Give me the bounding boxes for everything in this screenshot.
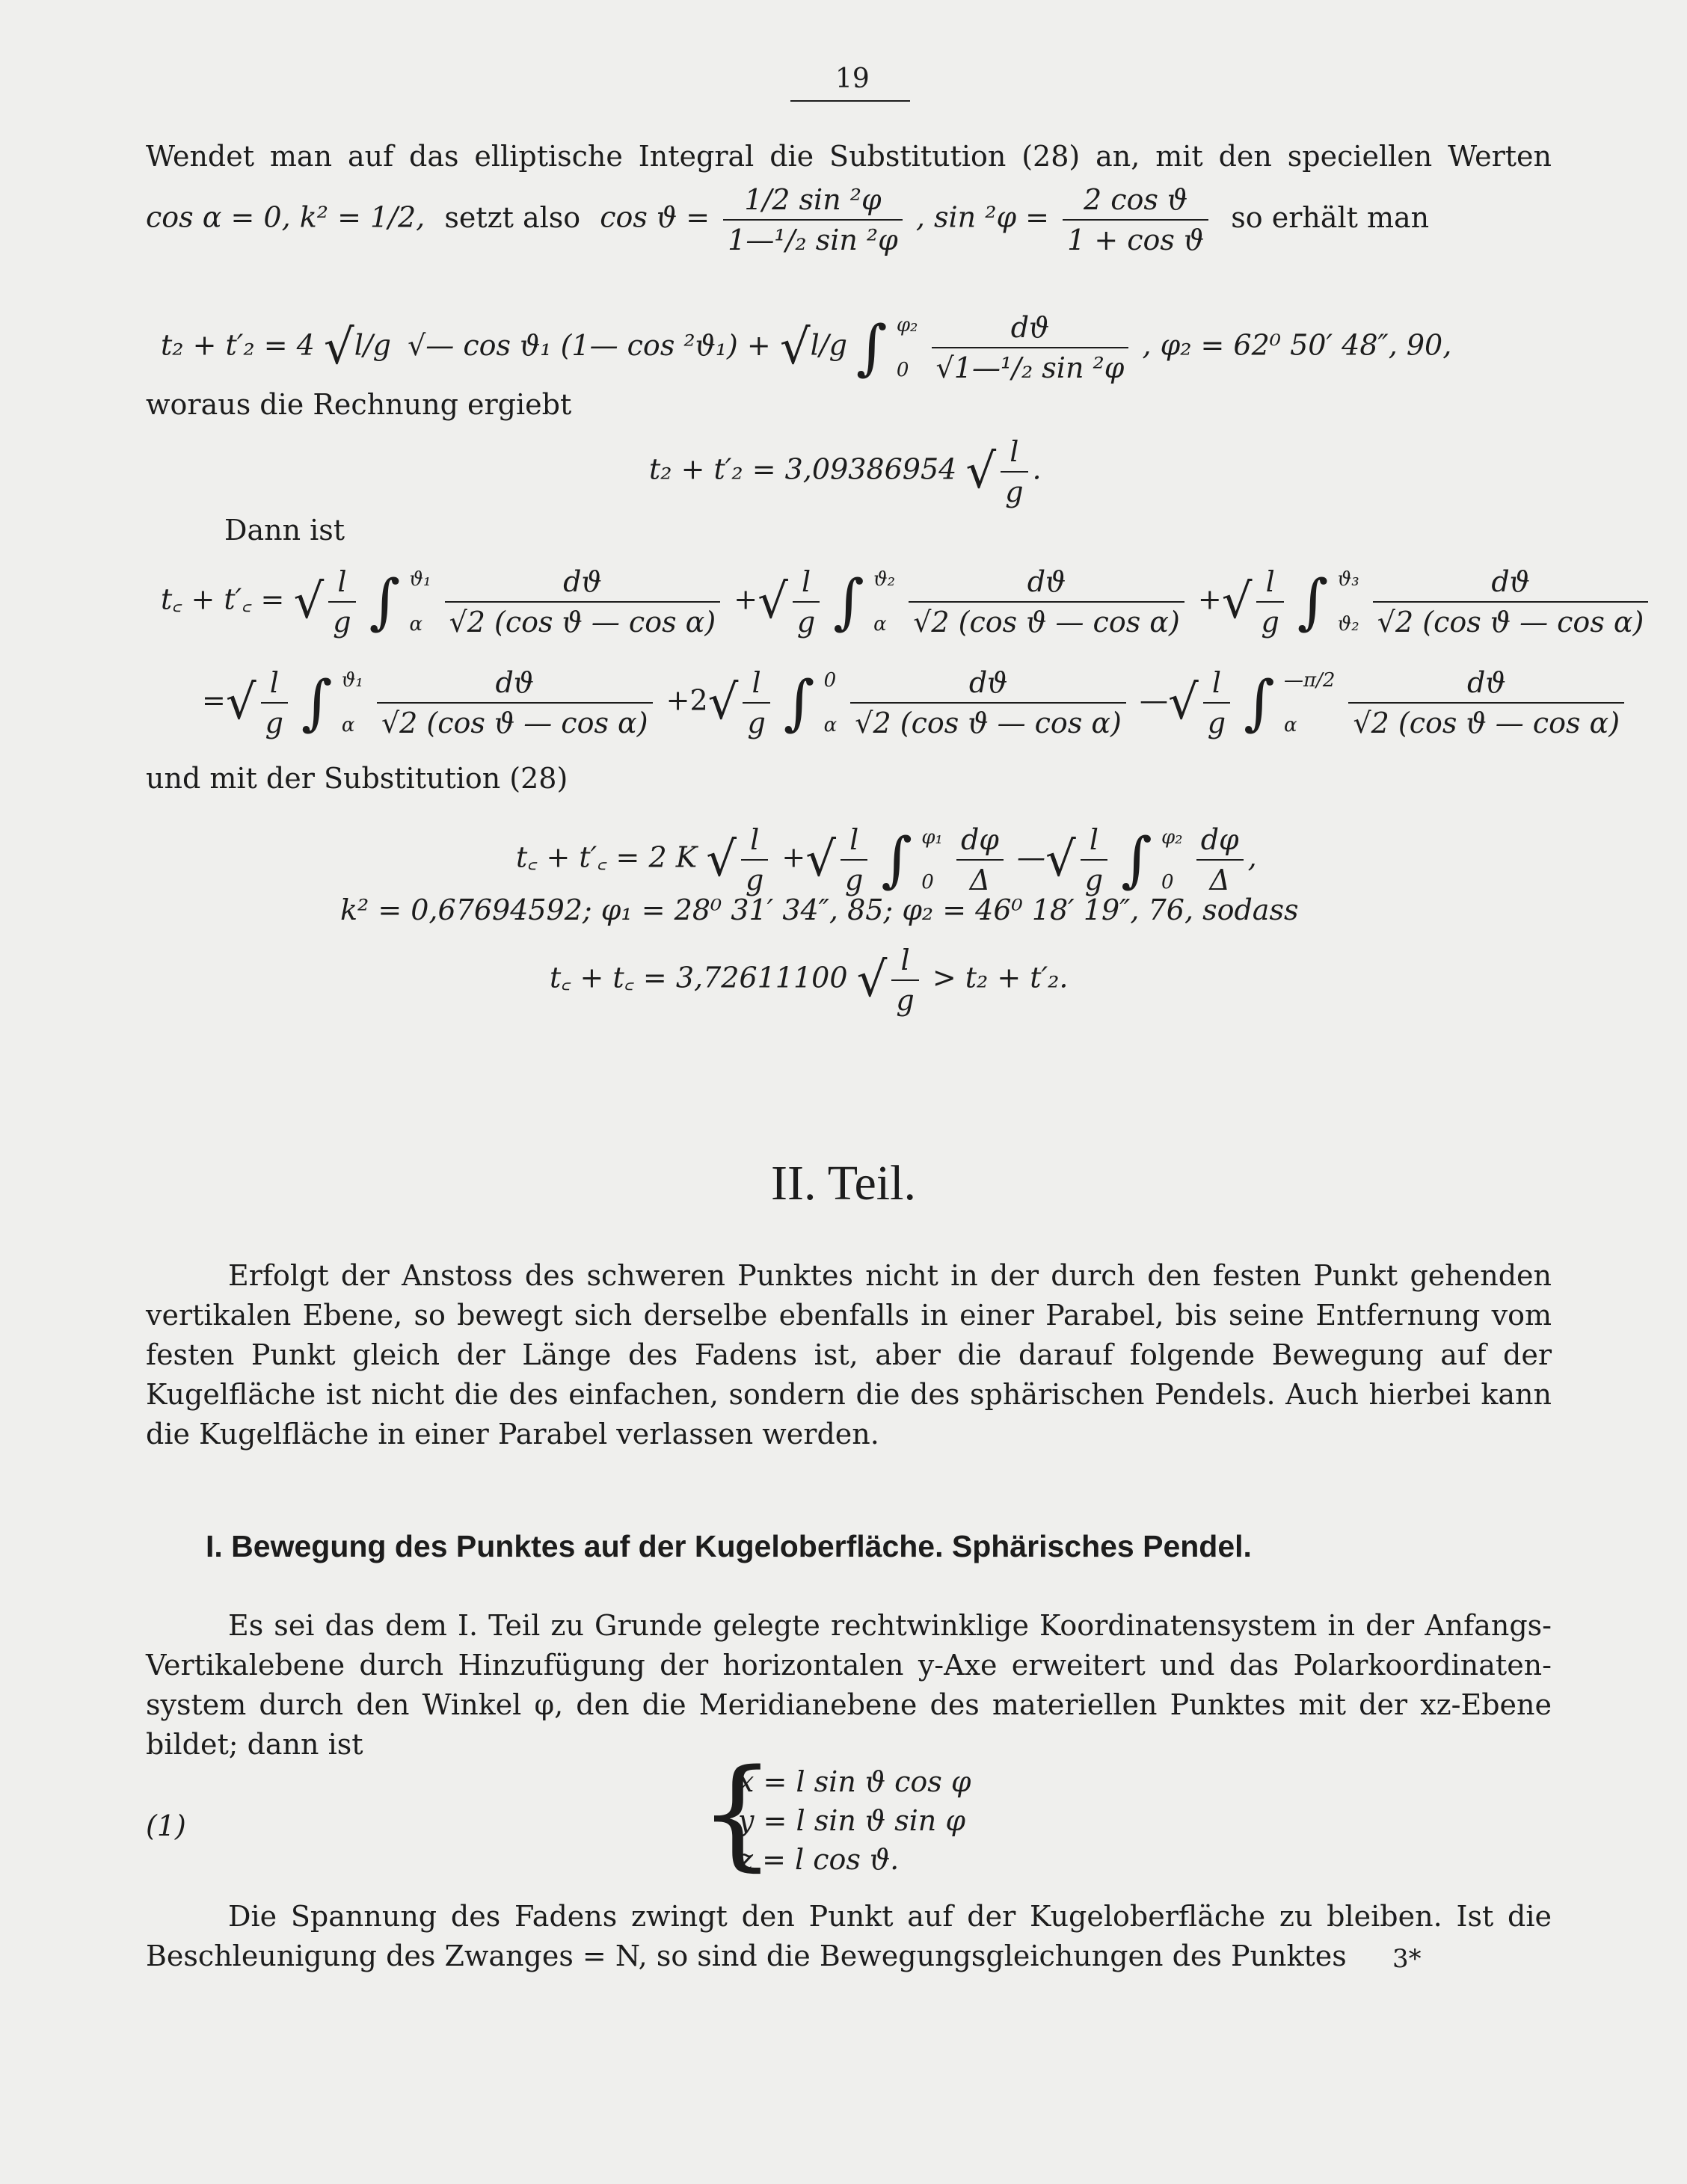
eq-subst-frac2 [1063, 183, 1208, 256]
tc2-t3-coef: — [1139, 683, 1168, 717]
tc2-t2-num: dϑ [850, 666, 1126, 704]
tc1-t1-den: √2 (cos ϑ — cos α) [449, 606, 716, 639]
sqrt-icon: √ [1167, 675, 1199, 730]
sqrt-icon: √ [856, 953, 888, 1008]
equation-t2 [161, 303, 1451, 393]
tc2-t1-upper: ϑ₁ [341, 669, 363, 692]
integral-icon: ∫ [301, 668, 333, 737]
section-para-line: Es sei das dem I. Teil zu Grunde gelegte rechtwinklige Koordinatensystem in der Anfangs- [228, 1609, 1552, 1642]
tc1-term2-frac [909, 565, 1184, 639]
integral-icon: ∫ [1297, 567, 1329, 636]
para2-line: vertikalen Ebene, so bewegt sich derselbe ebenfalls in einer Parabel, bis seine Entfernung vom [146, 1299, 1552, 1332]
tc3-frac1 [956, 823, 1004, 896]
eq-t2-frac [932, 311, 1129, 384]
eq-tc3-lhs: t꜀ + t′꜀ = 2 K [516, 840, 698, 874]
tc3-frac2 [1196, 823, 1244, 896]
signature-mark: 3* [1392, 1944, 1422, 1974]
text-woraus: woraus die Rechnung ergiebt [146, 388, 572, 421]
sqrt-icon: √ [293, 574, 325, 630]
eq-t2-sqrt2: l/g [810, 328, 847, 362]
tc1-t3-lower: ϑ₂ [1337, 613, 1359, 636]
equation-tc-1: t꜀ + t′꜀ = √ $\frac{l}{g}$ ∫ ϑ₁ α $\frac{dϑ}{\text{√2 (cos ϑ — cos α)}}$ +√ $\frac{l}{g}$ ∫ ϑ₂ α $\frac{dϑ}{\text{√2 (cos ϑ — cos α)}}$ +√ $\frac{l}{g}$ ∫ ϑ₃ ϑ₂ $\frac{dϑ}{\text{√2 (cos ϑ — cos α)}}$ [161, 557, 1653, 647]
tc1-t3-upper: ϑ₃ [1337, 568, 1359, 591]
eq-t2-upper: φ₂ [896, 314, 918, 336]
frac2-denominator: 1 + cos ϑ [1067, 224, 1205, 256]
equation-1-label: (1) [146, 1809, 186, 1842]
tc3-f2-den: Δ [1209, 864, 1230, 896]
tc1-t1-num: dϑ [445, 565, 721, 603]
integral-icon: ∫ [856, 313, 888, 382]
eq-t2-denominator: √1—¹/₂ sin ²φ [935, 351, 1125, 384]
tc1-term1-frac [445, 565, 721, 639]
sqrt-icon: √ [758, 574, 788, 630]
tc2-t2-upper: 0 [823, 669, 837, 692]
text-und-mit: und mit der Substitution (28) [146, 762, 568, 795]
section-title: I. Bewegung des Punktes auf der Kugeloberfläche. Sphärisches Pendel. [206, 1529, 1252, 1563]
integral-icon: ∫ [881, 825, 913, 894]
equation-tc-2: =√ $\frac{l}{g}$ ∫ ϑ₁ α $\frac{dϑ}{\text{√2 (cos ϑ — cos α)}}$ +2√ $\frac{l}{g}$ ∫ 0 α $\frac{dϑ}{\text{√2 (cos ϑ — cos α)}}$ —√ $\frac{l}{g}$ ∫ —π/2 α $\frac{dϑ}{\text{√2 (cos ϑ — cos α)}}$ [202, 658, 1629, 748]
eq-t2-lower: 0 [896, 359, 909, 381]
sqrt-icon: √ [323, 320, 354, 375]
section-para-line: bildet; dann ist [146, 1728, 363, 1761]
tc3-f2-num: dφ [1196, 823, 1244, 861]
eq-t2-mid: √— cos ϑ₁ (1— cos ²ϑ₁) + [408, 328, 771, 362]
tc2-term2-frac [850, 666, 1126, 739]
tc1-t2-lower: α [873, 613, 887, 636]
tc1-t2-num: dϑ [909, 565, 1184, 603]
para2-line: Kugelfläche ist nicht die des einfachen, sondern die des sphärischen Pendels. Auch hierbei kann [146, 1378, 1552, 1411]
eq1-line: x = l sin ϑ cos φ [738, 1765, 971, 1798]
tc2-term3-frac [1348, 666, 1624, 739]
left-brace-icon: { [699, 1743, 775, 1883]
eq-t2-lhs: t₂ + t′₂ = 4 [161, 328, 315, 362]
equation-1-lines [738, 1762, 971, 1879]
intro-paragraph [146, 137, 1552, 176]
eq-subst-left: cos α = 0, k² = 1/2, [146, 200, 425, 234]
tc2-term1-frac [377, 666, 653, 739]
tc2-t1-lower: α [341, 714, 355, 736]
equation-k2: k² = 0,67694592; φ₁ = 28⁰ 31′ 34″, 85; φ₂ = 46⁰ 18′ 19″, 76, sodass [340, 893, 1299, 926]
eq-tc1-lhs: t꜀ + t′꜀ = [161, 582, 285, 616]
equation-tc-result: t꜀ + t꜀ = 3,72611100 √ $\frac{l}{g}$ > t₂ + t′₂. [550, 944, 1069, 1017]
sqrt-icon: √ [779, 320, 811, 375]
sqrt-icon: √ [965, 444, 997, 499]
part-title: II. Teil. [771, 1156, 916, 1211]
page-number-rule [790, 100, 910, 102]
eq1-line: y = l sin ϑ sin φ [738, 1804, 965, 1837]
paragraph-end [146, 1897, 1552, 1976]
tc2-t3-den: √2 (cos ϑ — cos α) [1353, 707, 1620, 739]
section-para-line: system durch den Winkel φ, den die Meridianebene des materiellen Punktes mit der xz-Ebene [146, 1688, 1552, 1721]
tc2-t1-num: dϑ [377, 666, 653, 704]
sqrt-icon: √ [1221, 574, 1253, 630]
tc1-t3-den: √2 (cos ϑ — cos α) [1377, 606, 1644, 639]
sqrt-icon: √ [707, 675, 739, 730]
equation-substitution [146, 183, 1429, 256]
text-dann-ist: Dann ist [224, 514, 345, 547]
frac2-numerator: 2 cos ϑ [1063, 183, 1208, 221]
equation-tc-3: t꜀ + t′꜀ = 2 K √ $\frac{l}{g}$ +√ $\frac{l}{g}$ ∫ φ₁ 0 $\frac{d\varphi}{\Delta}$ —√ $\frac{l}{g}$ ∫ φ₂ 0 $\frac{d\varphi}{\Delta}$ , [516, 815, 1257, 905]
paragraph-section [146, 1606, 1552, 1765]
eq-subst-sin-lhs: , sin ²φ = [915, 200, 1049, 234]
eq-t2-limits [897, 303, 918, 393]
tc1-t1-lower: α [409, 613, 423, 636]
eq-tc-result-tail: > t₂ + t′₂. [932, 961, 1069, 994]
integral-icon: ∫ [783, 668, 815, 737]
eq-subst-setzt: setzt also [444, 200, 581, 234]
tc2-t2-lower: α [823, 714, 838, 736]
sqrt-icon: √ [706, 832, 737, 888]
integral-icon: ∫ [833, 567, 864, 636]
tc1-t3-num: dϑ [1373, 565, 1649, 603]
equation-t2-result: t₂ + t′₂ = 3,09386954 √ $\frac{l}{g}$ . [649, 435, 1042, 508]
eq-t2-tail: , φ₂ = 62⁰ 50′ 48″, 90, [1142, 328, 1452, 362]
tc2-t3-num: dϑ [1348, 666, 1624, 704]
sqrt-icon: √ [225, 675, 256, 730]
tc1-t1-upper: ϑ₁ [409, 568, 431, 591]
integral-icon: ∫ [1244, 668, 1275, 737]
eq-t2-sqrt1: l/g [354, 328, 391, 362]
tc3-int2-upper: φ₂ [1161, 826, 1183, 849]
eq-t2-numerator: dϑ [932, 311, 1129, 348]
eq-subst-frac1 [723, 183, 903, 256]
eq-t2-result-frac: $\frac{l}{g}$ [1001, 435, 1027, 508]
paragraph-part2 [146, 1256, 1552, 1454]
eq-subst-tail: so erhält man [1231, 200, 1430, 234]
page-number: 19 [835, 64, 870, 94]
tc1-term3-frac [1373, 565, 1649, 639]
eq1-line: z = l cos ϑ. [738, 1843, 900, 1876]
tc3-int2-lower: 0 [1161, 871, 1174, 893]
eq-tc-result-lhs: t꜀ + t꜀ = 3,72611100 [550, 961, 848, 994]
tc2-t3-lower: α [1283, 714, 1297, 736]
tc3-int1-lower: 0 [921, 871, 934, 893]
tc2-t2-den: √2 (cos ϑ — cos α) [855, 707, 1122, 739]
para2-line: Erfolgt der Anstoss des schweren Punktes nicht in der durch den festen Punkt gehenden [228, 1259, 1552, 1292]
intro-line: Wendet man auf das elliptische Integral die Substitution (28) an, mit den speciellen Werten [146, 140, 1552, 173]
tc1-t2-den: √2 (cos ϑ — cos α) [913, 606, 1180, 639]
frac1-denominator: 1—¹/₂ sin ²φ [728, 224, 898, 256]
eq-t2-result-lhs: t₂ + t′₂ = 3,09386954 [649, 452, 957, 486]
tc2-t1-den: √2 (cos ϑ — cos α) [381, 707, 648, 739]
tc2-t2-coef: +2 [666, 683, 708, 717]
tc3-f1-den: Δ [969, 864, 991, 896]
tc3-int1-upper: φ₁ [921, 826, 943, 849]
frac1-numerator: 1/2 sin ²φ [723, 183, 903, 221]
section-para-line: Vertikalebene durch Hinzufügung der horizontalen y-Axe erweitert und das Polarkoordinaten- [146, 1649, 1552, 1682]
tc3-f1-num: dφ [956, 823, 1004, 861]
end-para-line: Beschleunigung des Zwanges = N, so sind die Bewegungsgleichungen des Punktes [146, 1940, 1347, 1972]
end-para-line: Die Spannung des Fadens zwingt den Punkt auf der Kugeloberfläche zu bleiben. Ist die [228, 1900, 1552, 1933]
integral-icon: ∫ [1121, 825, 1152, 894]
integral-icon: ∫ [369, 567, 401, 636]
eq-subst-cos-lhs: cos ϑ = [600, 200, 710, 234]
tc2-t3-upper: —π/2 [1283, 669, 1336, 692]
para2-line: festen Punkt gleich der Länge des Fadens ist, aber die darauf folgende Bewegung auf der [146, 1338, 1552, 1371]
tc1-t2-upper: ϑ₂ [873, 568, 896, 591]
sqrt-icon: √ [805, 832, 837, 888]
sqrt-icon: √ [1045, 832, 1076, 888]
para2-line: die Kugelfläche in einer Parabel verlassen werden. [146, 1418, 879, 1451]
